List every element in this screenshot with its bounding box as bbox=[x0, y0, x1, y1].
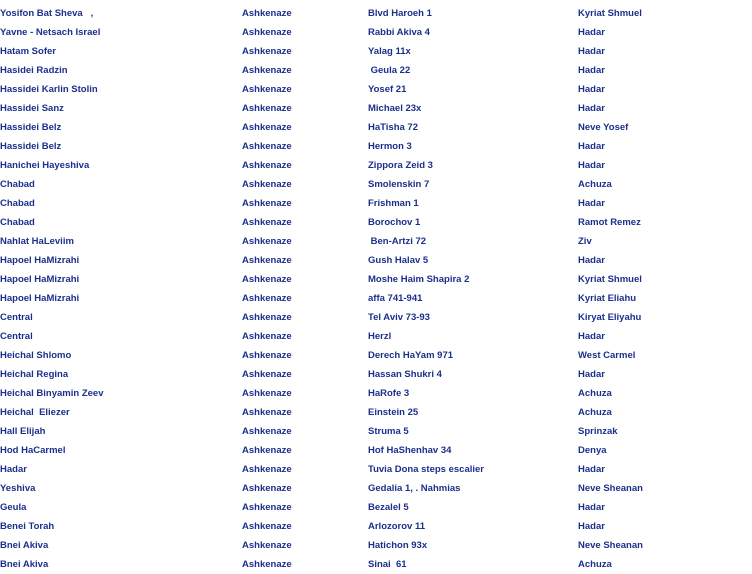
table-row bbox=[0, 156, 752, 175]
rite-type-cell: Ashkenaze bbox=[242, 84, 292, 95]
synagogue-name-cell: Hadar bbox=[0, 464, 27, 475]
synagogue-name-cell: Central bbox=[0, 331, 33, 342]
neighborhood-cell: Hadar bbox=[578, 27, 605, 38]
street-address-cell: Hatichon 93x bbox=[368, 540, 428, 551]
synagogue-name-cell: Hod HaCarmel bbox=[0, 445, 66, 456]
synagogue-name-cell: Yosifon Bat Sheva , bbox=[0, 8, 94, 19]
table-row bbox=[0, 517, 752, 536]
table-row bbox=[0, 479, 752, 498]
rite-type-cell: Ashkenaze bbox=[242, 198, 292, 209]
neighborhood-cell: Hadar bbox=[578, 255, 605, 266]
rite-type-cell: Ashkenaze bbox=[242, 331, 292, 342]
street-address-cell: HaRofe 3 bbox=[368, 388, 410, 399]
neighborhood-cell: Sprinzak bbox=[578, 426, 618, 437]
street-address-cell: Moshe Haim Shapira 2 bbox=[368, 274, 470, 285]
table-row bbox=[0, 137, 752, 156]
table-row bbox=[0, 308, 752, 327]
neighborhood-cell: Neve Yosef bbox=[578, 122, 629, 133]
street-address-cell: Tuvia Dona steps escalier bbox=[368, 464, 484, 475]
rite-type-cell: Ashkenaze bbox=[242, 141, 292, 152]
rite-type-cell: Ashkenaze bbox=[242, 502, 292, 513]
table-row bbox=[0, 61, 752, 80]
rite-type-cell: Ashkenaze bbox=[242, 426, 292, 437]
street-address-cell: Yalag 11x bbox=[368, 46, 411, 57]
rite-type-cell: Ashkenaze bbox=[242, 65, 292, 76]
synagogue-name-cell: Hapoel HaMizrahi bbox=[0, 293, 80, 304]
rite-type-cell: Ashkenaze bbox=[242, 274, 292, 285]
rite-type-cell: Ashkenaze bbox=[242, 293, 292, 304]
table-row bbox=[0, 99, 752, 118]
street-address-cell: Bezalel 5 bbox=[368, 502, 409, 513]
street-address-cell: Frishman 1 bbox=[368, 198, 419, 209]
rite-type-cell: Ashkenaze bbox=[242, 179, 292, 190]
table-row bbox=[0, 441, 752, 460]
synagogue-name-cell: Hassidei Belz bbox=[0, 122, 62, 133]
rite-type-cell: Ashkenaze bbox=[242, 27, 292, 38]
table-row bbox=[0, 536, 752, 555]
synagogue-name-cell: Hassidei Belz bbox=[0, 141, 62, 152]
synagogue-name-cell: Benei Torah bbox=[0, 521, 55, 532]
neighborhood-cell: Ziv bbox=[578, 236, 592, 247]
table-row bbox=[0, 460, 752, 479]
synagogue-name-cell: Hassidei Karlin Stolin bbox=[0, 84, 98, 95]
table-row bbox=[0, 80, 752, 99]
table-row bbox=[0, 327, 752, 346]
synagogue-name-cell: Chabad bbox=[0, 179, 35, 190]
street-address-cell: Struma 5 bbox=[368, 426, 409, 437]
rite-type-cell: Ashkenaze bbox=[242, 46, 292, 57]
street-address-cell: Hermon 3 bbox=[368, 141, 412, 152]
rite-type-cell: Ashkenaze bbox=[242, 369, 292, 380]
neighborhood-cell: Hadar bbox=[578, 84, 605, 95]
table-row bbox=[0, 213, 752, 232]
neighborhood-cell: Achuza bbox=[578, 388, 612, 399]
rite-type-cell: Ashkenaze bbox=[242, 521, 292, 532]
synagogue-table bbox=[0, 4, 752, 574]
rite-type-cell: Ashkenaze bbox=[242, 312, 292, 323]
rite-type-cell: Ashkenaze bbox=[242, 445, 292, 456]
neighborhood-cell: Hadar bbox=[578, 331, 605, 342]
synagogue-name-cell: Nahlat HaLeviim bbox=[0, 236, 74, 247]
neighborhood-cell: Hadar bbox=[578, 103, 605, 114]
synagogue-name-cell: Hatam Sofer bbox=[0, 46, 56, 57]
synagogue-name-cell: Hassidei Sanz bbox=[0, 103, 64, 114]
synagogue-name-cell: Yeshiva bbox=[0, 483, 36, 494]
street-address-cell: Zippora Zeid 3 bbox=[368, 160, 433, 171]
rite-type-cell: Ashkenaze bbox=[242, 350, 292, 361]
street-address-cell: Blvd Haroeh 1 bbox=[368, 8, 432, 19]
synagogue-name-cell: Heichal Shlomo bbox=[0, 350, 72, 361]
street-address-cell: Michael 23x bbox=[368, 103, 422, 114]
neighborhood-cell: West Carmel bbox=[578, 350, 636, 361]
table-row bbox=[0, 23, 752, 42]
street-address-cell: Derech HaYam 971 bbox=[368, 350, 454, 361]
table-row bbox=[0, 403, 752, 422]
synagogue-name-cell: Yavne - Netsach Israel bbox=[0, 27, 101, 38]
rite-type-cell: Ashkenaze bbox=[242, 103, 292, 114]
synagogue-name-cell: Hall Elijah bbox=[0, 426, 46, 437]
rite-type-cell: Ashkenaze bbox=[242, 464, 292, 475]
neighborhood-cell: Hadar bbox=[578, 160, 605, 171]
table-row bbox=[0, 422, 752, 441]
table-row bbox=[0, 42, 752, 61]
neighborhood-cell: Hadar bbox=[578, 46, 605, 57]
rite-type-cell: Ashkenaze bbox=[242, 483, 292, 494]
neighborhood-cell: Hadar bbox=[578, 502, 605, 513]
synagogue-name-cell: Bnei Akiva bbox=[0, 559, 49, 570]
street-address-cell: affa 741-941 bbox=[368, 293, 423, 304]
table-row bbox=[0, 498, 752, 517]
street-address-cell: Sinai 61 bbox=[368, 559, 407, 570]
table-row bbox=[0, 346, 752, 365]
street-address-cell: Gush Halav 5 bbox=[368, 255, 429, 266]
table-row bbox=[0, 4, 752, 23]
street-address-cell: Hassan Shukri 4 bbox=[368, 369, 442, 380]
synagogue-name-cell: Chabad bbox=[0, 217, 35, 228]
neighborhood-cell: Achuza bbox=[578, 407, 612, 418]
street-address-cell: Tel Aviv 73-93 bbox=[368, 312, 430, 323]
synagogue-name-cell: Heichal Binyamin Zeev bbox=[0, 388, 104, 399]
neighborhood-cell: Kiryat Eliyahu bbox=[578, 312, 642, 323]
table-row bbox=[0, 384, 752, 403]
table-row bbox=[0, 175, 752, 194]
neighborhood-cell: Denya bbox=[578, 445, 607, 456]
neighborhood-cell: Neve Sheanan bbox=[578, 540, 643, 551]
street-address-cell: Smolenskin 7 bbox=[368, 179, 430, 190]
rite-type-cell: Ashkenaze bbox=[242, 122, 292, 133]
neighborhood-cell: Hadar bbox=[578, 464, 605, 475]
synagogue-name-cell: Hapoel HaMizrahi bbox=[0, 255, 80, 266]
synagogue-name-cell: Bnei Akiva bbox=[0, 540, 49, 551]
rite-type-cell: Ashkenaze bbox=[242, 559, 292, 570]
neighborhood-cell: Hadar bbox=[578, 198, 605, 209]
street-address-cell: Rabbi Akiva 4 bbox=[368, 27, 430, 38]
table-row bbox=[0, 194, 752, 213]
rite-type-cell: Ashkenaze bbox=[242, 407, 292, 418]
street-address-cell: Herzl bbox=[368, 331, 392, 342]
neighborhood-cell: Ramot Remez bbox=[578, 217, 641, 228]
table-row bbox=[0, 232, 752, 251]
neighborhood-cell: Hadar bbox=[578, 141, 605, 152]
synagogue-name-cell: Hasidei Radzin bbox=[0, 65, 68, 76]
neighborhood-cell: Kyriat Eliahu bbox=[578, 293, 637, 304]
neighborhood-cell: Neve Sheanan bbox=[578, 483, 643, 494]
table-row bbox=[0, 118, 752, 137]
rite-type-cell: Ashkenaze bbox=[242, 160, 292, 171]
synagogue-name-cell: Heichal Regina bbox=[0, 369, 69, 380]
table-row bbox=[0, 555, 752, 574]
neighborhood-cell: Hadar bbox=[578, 65, 605, 76]
rite-type-cell: Ashkenaze bbox=[242, 217, 292, 228]
rite-type-cell: Ashkenaze bbox=[242, 540, 292, 551]
neighborhood-cell: Kyriat Shmuel bbox=[578, 8, 642, 19]
table-row bbox=[0, 270, 752, 289]
street-address-cell: Arlozorov 11 bbox=[368, 521, 426, 532]
neighborhood-cell: Hadar bbox=[578, 521, 605, 532]
neighborhood-cell: Hadar bbox=[578, 369, 605, 380]
neighborhood-cell: Achuza bbox=[578, 179, 612, 190]
rite-type-cell: Ashkenaze bbox=[242, 388, 292, 399]
street-address-cell: Ben-Artzi 72 bbox=[368, 236, 427, 247]
rite-type-cell: Ashkenaze bbox=[242, 255, 292, 266]
synagogue-name-cell: Hanichei Hayeshiva bbox=[0, 160, 90, 171]
synagogue-name-cell: Hapoel HaMizrahi bbox=[0, 274, 80, 285]
street-address-cell: HaTisha 72 bbox=[368, 122, 418, 133]
table-row bbox=[0, 251, 752, 270]
synagogue-name-cell: Heichal Eliezer bbox=[0, 407, 70, 418]
street-address-cell: Geula 22 bbox=[368, 65, 411, 76]
street-address-cell: Gedalia 1, . Nahmias bbox=[368, 483, 461, 494]
synagogue-name-cell: Central bbox=[0, 312, 33, 323]
street-address-cell: Yosef 21 bbox=[368, 84, 407, 95]
street-address-cell: Hof HaShenhav 34 bbox=[368, 445, 452, 456]
street-address-cell: Borochov 1 bbox=[368, 217, 421, 228]
rite-type-cell: Ashkenaze bbox=[242, 8, 292, 19]
neighborhood-cell: Achuza bbox=[578, 559, 612, 570]
street-address-cell: Einstein 25 bbox=[368, 407, 419, 418]
table-row bbox=[0, 289, 752, 308]
synagogue-name-cell: Chabad bbox=[0, 198, 35, 209]
synagogue-name-cell: Geula bbox=[0, 502, 27, 513]
rite-type-cell: Ashkenaze bbox=[242, 236, 292, 247]
table-row bbox=[0, 365, 752, 384]
neighborhood-cell: Kyriat Shmuel bbox=[578, 274, 642, 285]
